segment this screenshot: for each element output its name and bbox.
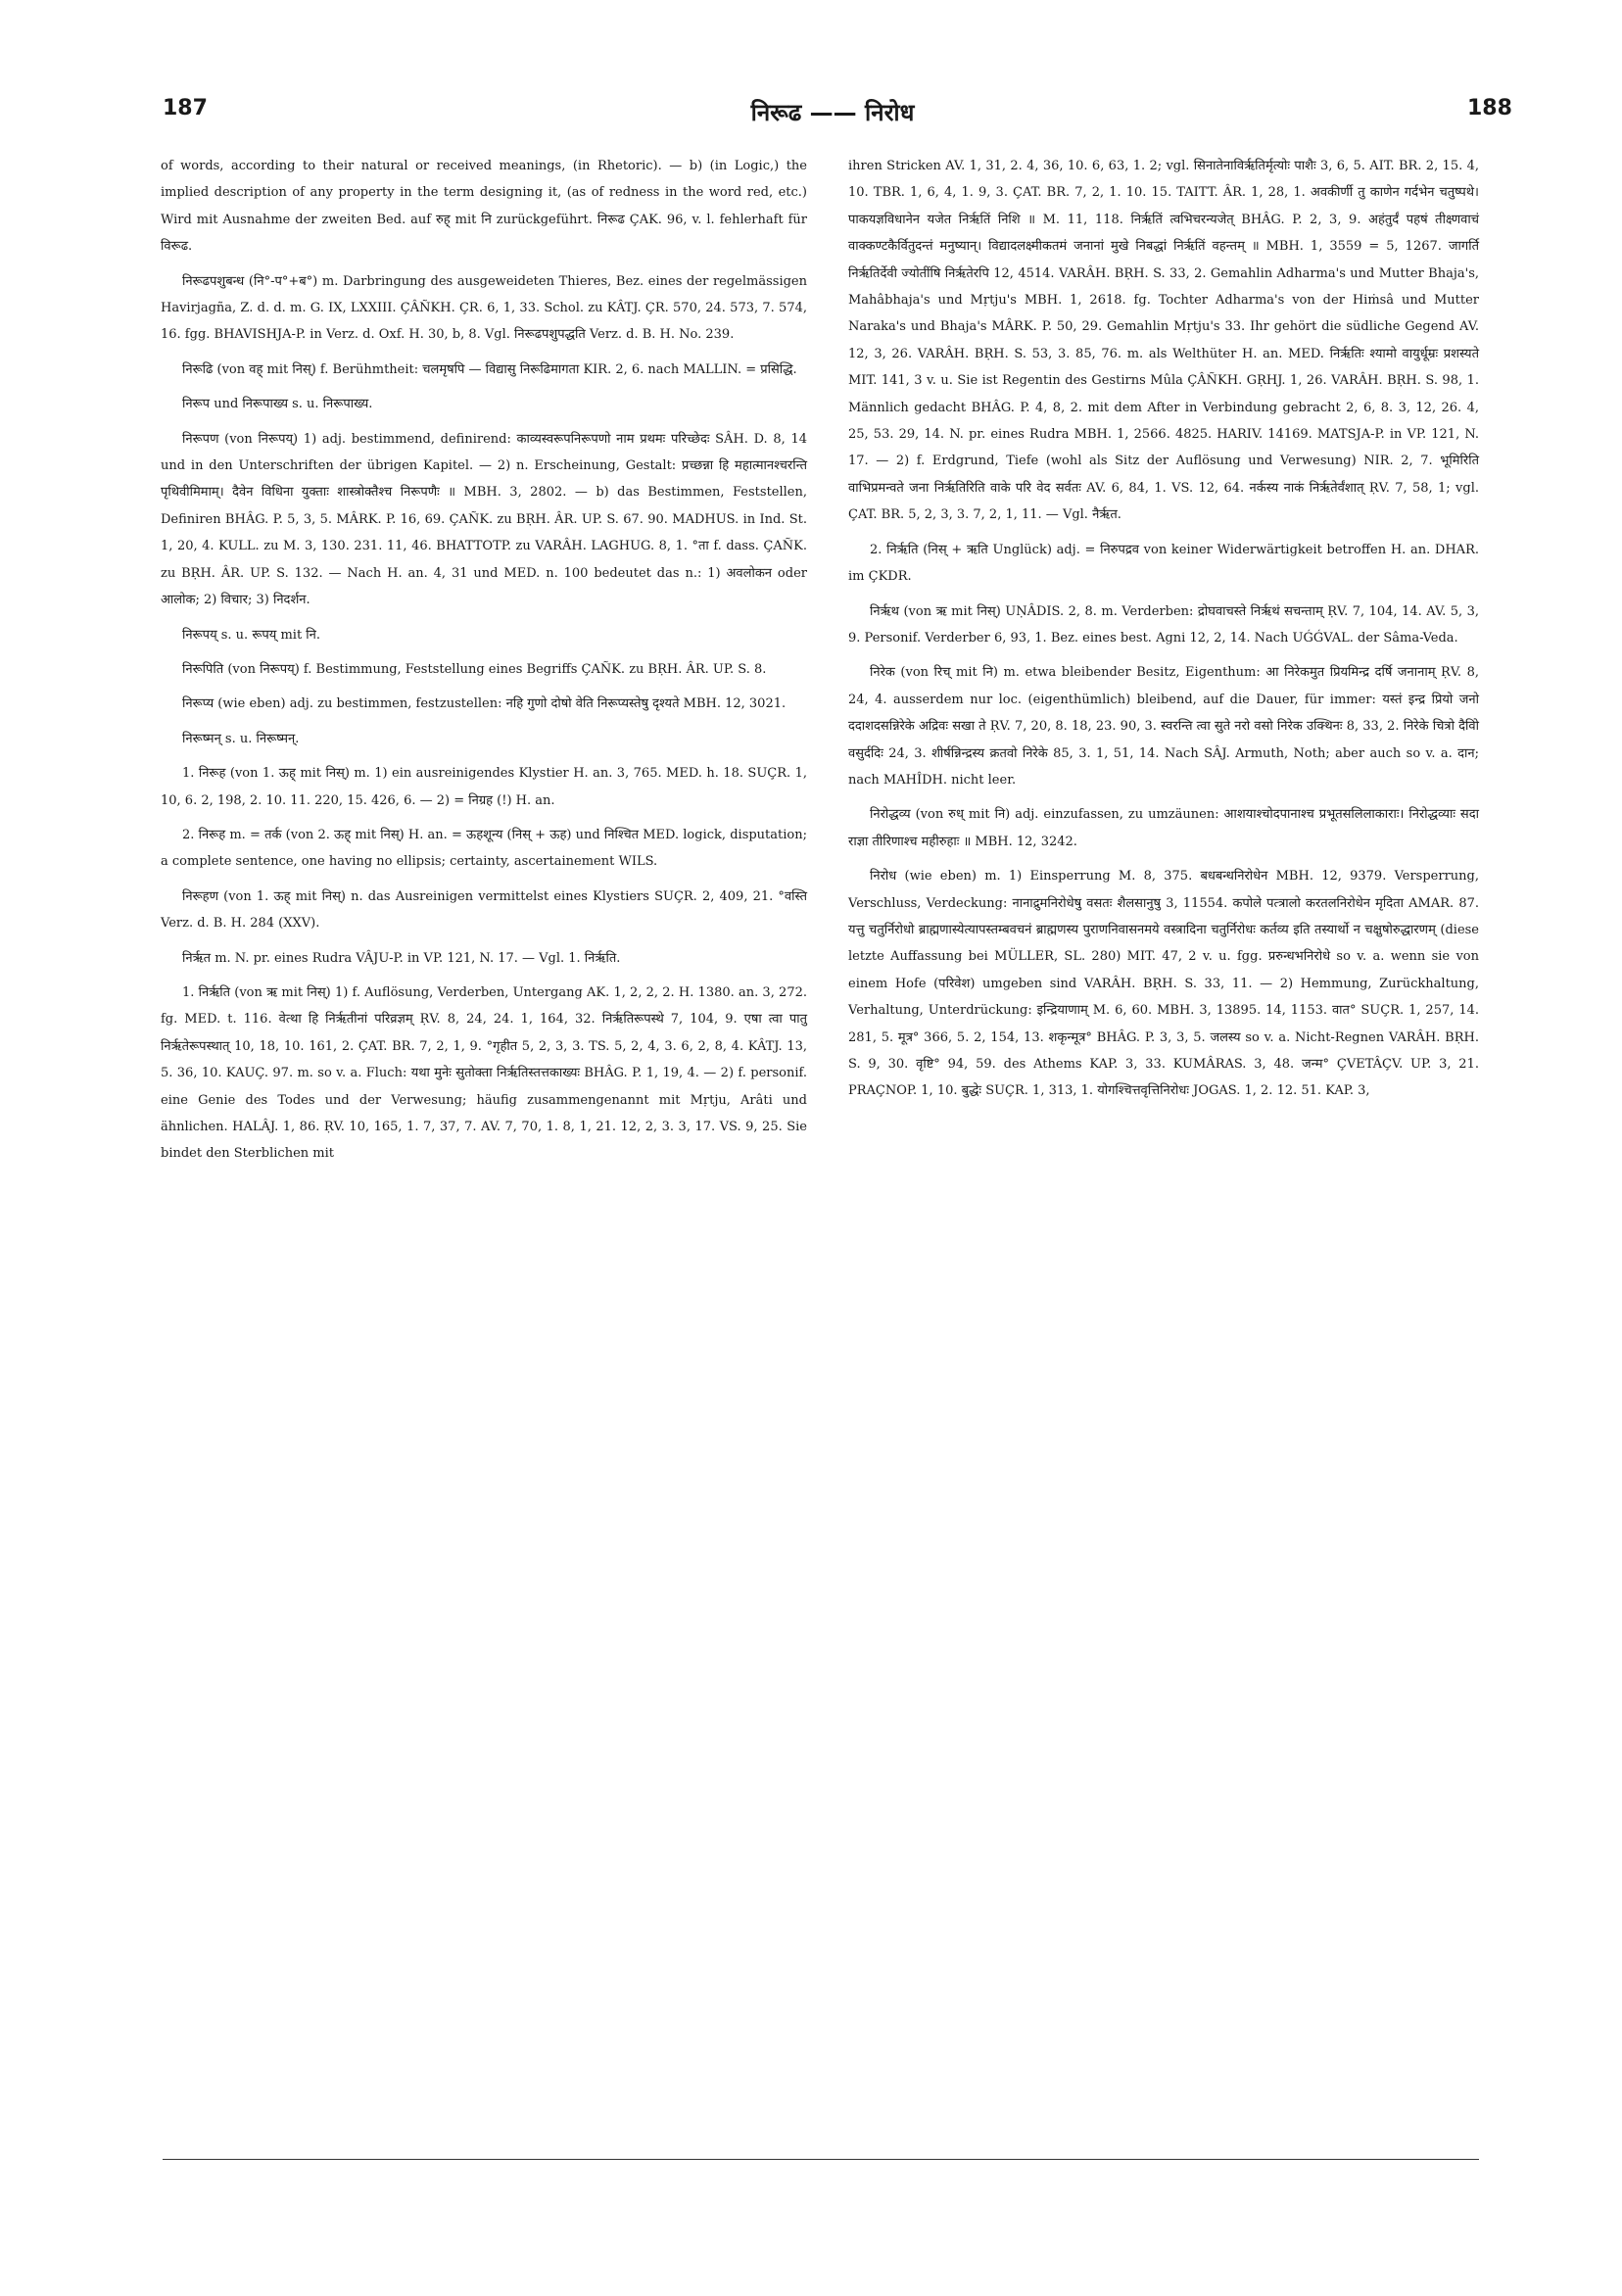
entry-text: निरूहण (von 1. ऊह् mit निस्) n. das Ausreinigen vermittelst eines Klystiers SUÇR. 2, 409, 21. °वस्ति Verz. d. B. H. 284 (XXV).	[161, 888, 807, 932]
page-number-left: 187	[163, 96, 208, 120]
running-header-title: निरूढ —— निरोध	[750, 99, 915, 126]
entry-text: निरूढपशुबन्ध (नि°-प°+ब°) m. Darbringung des ausgeweideten Thieres, Bez. eines der regelmässigen Havirjagña, Z. d. d. m. G. IX, LXXIII. ÇÂÑKH. ÇR. 6, 1, 33. Schol. zu KÂTJ. ÇR. 570, 24. 573, 7. 574, 16. fgg. BHAVISHJA-P. in Verz. d. Oxf. H. 30, b, 8. Vgl. निरूढपशुपद्धति Verz. d. B. H. No. 239.	[161, 273, 807, 343]
footer-rule	[163, 2159, 1479, 2160]
entry-text: 1. निर्ऋति (von ऋ mit निस्) 1) f. Auflösung, Verderben, Untergang AK. 1, 2, 2, 2. H. 1380. an. 3, 272. fg. MED. t. 116. वेत्था हि निर्ऋतीनां परिव्रज्ञम् ṚV. 8, 24, 24. 1, 164, 32. निर्ऋतिरूपस्थे 7, 104, 9. एषा त्वा पातु निर्ऋतेरूपस्थात् 10, 18, 10. 161, 2. ÇAT. BR. 7, 2, 1, 9. °गृहीत 5, 2, 3, 3. TS. 5, 2, 4, 3. 6, 2, 8, 4. KÂTJ. 13, 5. 36, 10. KAUÇ. 97. m. so v. a. Fluch: यथा मुनेः सुतोक्ता निर्ऋतिस्तत्तकाख्यः BHÂG. P. 1, 19, 4. — 2) f. personif. eine Genie des Todes und der Verwesung; häufig zusammengenannt mit Mṛtju, Arâti und ähnlichen. HALÂJ. 1, 86. ṚV. 10, 165, 1. 7, 37, 7. AV. 7, 70, 1. 8, 1, 21. 12, 2, 3. 3, 17. VS. 9, 25. Sie bindet den Sterblichen mit	[161, 984, 807, 1162]
entry-text: निर्ऋत m. N. pr. eines Rudra VÂJU-P. in VP. 121, N. 17. — Vgl. 1. निर्ऋति.	[182, 950, 621, 966]
left-column	[161, 153, 807, 1175]
entry-text: निर्ऋथ (von ऋ mit निस्) UṆÂDIS. 2, 8. m. Verderben: द्रोघवाचस्ते निर्ऋथं सचन्ताम् ṚV. 7, 104, 14. AV. 5, 3, 9. Personif. Verderber 6, 93, 1. Bez. eines best. Agni 12, 2, 14. Nach UǴǴVAL. der Sâma-Veda.	[848, 603, 1479, 646]
entry-text: निरोध (wie eben) m. 1) Einsperrung M. 8, 375. बधबन्धनिरोधेन MBH. 12, 9379. Versperrung, Verschluss, Verdeckung: नानाद्रुमनिरोधेषु वसतः शैलसानुषु 3, 11554. कपोले पत्त्रालो करतलनिरोधेन मृदिता AMAR. 87. यत्तु चतुर्निरोधो ब्राह्मणास्येत्यापस्तम्बवचनं ब्राह्मणस्य पुराणनिवासनमये वस्त्रादिना चतुर्निरोधः कर्तव्य इति तस्यार्थो न चक्षुषोरुद्धारणम् (diese letzte Auffassung bei MÜLLER, SL. 280) MIT. 47, 2 v. u. fgg. प्ररुन्धभनिरोधे so v. a. wenn sie von einem Hofe (परिवेश) umgeben sind VARÂH. BṚH. S. 33, 11. — 2) Hemmung, Zurückhaltung, Verhaltung, Unterdrückung: इन्द्रियाणाम् M. 6, 60. MBH. 3, 13895. 14, 1153. वात° SUÇR. 1, 257, 14. 281, 5. मूत्र° 366, 5. 2, 154, 13. शकृन्मूत्र° BHÂG. P. 3, 3, 5. जलस्य so v. a. Nicht-Regnen VARÂH. BṚH. S. 9, 30. वृष्टि° 94, 59. des Athems KAP. 3, 33. KUMÂRAS. 3, 48. जन्म° ÇVETÂÇV. UP. 3, 21. PRAÇNOP. 1, 10. बुद्धेः SUÇR. 1, 313, 1. योगश्चित्तवृत्तिनिरोधः JOGAS. 1, 2. 12. 51. KAP. 3,	[848, 869, 1479, 1099]
entry-text: 1. निरूह (von 1. ऊह् mit निस्) m. 1) ein ausreinigendes Klystier H. an. 3, 765. MED. h. 18. SUÇR. 1, 10, 6. 2, 198, 2. 10. 11. 220, 15. 426, 6. — 2) = निग्रह (!) H. an.	[161, 766, 807, 808]
entry-text: निरोद्धव्य (von रुध् mit नि) adj. einzufassen, zu umzäunen: आशयाश्चोदपानाश्च प्रभूतसलिलाकाराः। निरोद्धव्याः सदा राज्ञा तीरिणाश्च महीरुहाः ॥ MBH. 12, 3242.	[848, 807, 1479, 849]
page-number-right: 188	[1467, 96, 1512, 120]
entry-text: निरूष्मन् s. u. निरूष्मन्.	[182, 731, 300, 746]
entry-text: निरूपिति (von निरूपय्) f. Bestimmung, Feststellung eines Begriffs ÇAÑK. zu BṚH. ÂR. UP. S. 8.	[182, 661, 767, 677]
entry-text: of words, according to their natural or received meanings, (in Rhetoric). — b) (in Logic,) the implied description of any property in the term designing it, (as of redness in the word red, etc.) Wird mit Ausnahme der zweiten Bed. auf रुह् mit नि zurückgeführt. निरूढ ÇAK. 96, v. l. fehlerhaft für विरूढ.	[161, 159, 807, 255]
entry-text: निरूप्य (wie eben) adj. zu bestimmen, festzustellen: नहि गुणो दोषो वेति निरूप्यस्तेषु दृश्यते MBH. 12, 3021.	[182, 696, 787, 712]
right-column	[848, 153, 1479, 1113]
entry-text: 2. निर्ऋति (निस् + ऋति Unglück) adj. = निरुपद्रव von keiner Widerwärtigkeit betroffen H. an. DHAR. im ÇKDR.	[848, 542, 1479, 585]
entry-text: निरूपय् s. u. रूपय् mit नि.	[182, 627, 321, 643]
entry-text: निरूपण (von निरूपय्) 1) adj. bestimmend, definirend: काव्यस्वरूपनिरूपणो नाम प्रथमः परिच्छेदः SÂH. D. 8, 14 und in den Unterschriften der übrigen Kapitel. — 2) n. Erscheinung, Gestalt: प्रच्छन्ना हि महात्मानश्चरन्ति पृथिवीमिमाम्। दैवेन विधिना युक्ताः शास्त्रोक्तैश्च निरूपणैः ॥ MBH. 3, 2802. — b) das Bestimmen, Feststellen, Definiren BHÂG. P. 5, 3, 5. MÂRK. P. 16, 69. ÇAÑK. zu BṚH. ÂR. UP. S. 67. 90. MADHUS. in Ind. St. 1, 20, 4. KULL. zu M. 3, 130. 231. 11, 46. BHATTOTP. zu VARÂH. LAGHUG. 8, 1. °ता f. dass. ÇAÑK. zu BṚH. ÂR. UP. S. 132. — Nach H. an. 4, 31 und MED. n. 100 bedeutet das n.: 1) अवलोकन oder आलोक; 2) विचार; 3) निदर्शन.	[161, 431, 807, 608]
entry-text: ihren Stricken AV. 1, 31, 2. 4, 36, 10. 6, 63, 1. 2; vgl. सिनातेनाविर्ऋतिर्मृत्योः पाशैः 3, 6, 5. AIT. BR. 2, 15. 4, 10. TBR. 1, 6, 4, 1. 9, 3. ÇAT. BR. 7, 2, 1. 10. 15. TAITT. ÂR. 1, 28, 1. अवकीर्णी तु काणेन गर्दभेन चतुष्पथे। पाकयज्ञविधानेन यजेत निर्ऋतिं निशि ॥ M. 11, 118. निर्ऋतिं त्वभिचरन्यजेत् BHÂG. P. 2, 3, 9. अहंतुर्दं पहषं तीक्ष्णवाचं वाक्कण्टकैर्वितुदन्तं मनुष्यान्। विद्यादलक्ष्मीकतमं जनानां मुखे निबद्धां निर्ऋतिं वहन्तम् ॥ MBH. 1, 3559 = 5, 1267. जागर्ति निर्ऋतिर्देवी ज्योतींषि निर्ऋतेरपि 12, 4514. VARÂH. BṚH. S. 33, 2. Gemahlin Adharma's und Mutter Bhaja's, Mahâbhaja's und Mṛtju's MBH. 1, 2618. fg. Tochter Adharma's von der Hiṁsâ und Mutter Naraka's und Bhaja's MÂRK. P. 50, 29. Gemahlin Mṛtju's 33. Ihr gehört die südliche Gegend AV. 12, 3, 26. VARÂH. BṚH. S. 53, 3. 85, 76. m. als Welthüter H. an. MED. निर्ऋतिः श्यामो वायुर्धूम्रः प्रशस्यते MIT. 141, 3 v. u. Sie ist Regentin des Gestirns Mûla ÇÂÑKH. GṚHJ. 1, 26. VARÂH. BṚH. S. 98, 1. Männlich gedacht BHÂG. P. 4, 8, 2. mit dem After in Verbindung gebracht 2, 6, 8. 3, 12, 26. 4, 25, 53. 29, 14. N. pr. eines Rudra MBH. 1, 2566. 4825. HARIV. 14169. MATSJA-P. in VP. 121, N. 17. — 2) f. Erdgrund, Tiefe (wohl als Sitz der Auflösung und Verwesung) NIR. 2, 7. भूमिरिति वाभिप्रमन्वते जना निर्ऋतिरिति वाके परि वेद सर्वतः AV. 6, 84, 1. VS. 12, 64. नर्कस्य नाकं निर्ऋतेर्वंशात् ṚV. 7, 58, 1; vgl. ÇAT. BR. 5, 2, 3, 3. 7, 2, 1, 11. — Vgl. नैर्ऋत.	[848, 159, 1479, 523]
entry-text: निरूप und निरूपाख्य s. u. निरूपाख्य.	[182, 397, 373, 412]
entry-text: निरेक (von रिच् mit नि) m. etwa bleibender Besitz, Eigenthum: आ निरेकमुत प्रियमिन्द्र दर्षि जनानाम् ṚV. 8, 24, 4. ausserdem nur loc. (eigenthümlich) bleibend, auf die Dauer, für immer: यस्तं इन्द्र प्रियो जनो ददाशदसन्निरेके अद्रिवः सखा ते ṚV. 7, 20, 8. 18, 23. 90, 3. स्वरन्ति त्वा सुते नरो वसो निरेक उक्थिनः 8, 33, 2. निरेके चित्रो दैविो वसुर्ददिः 24, 3. शीर्षन्निन्द्रस्य क्रतवो निरेके 85, 3. 1, 51, 14. Nach SÂJ. Armuth, Noth; aber auch so v. a. दान; nach MAHÎDH. nicht leer.	[848, 665, 1479, 788]
entry-text: 2. निरूह m. = तर्क (von 2. ऊह् mit निस्) H. an. = ऊहशून्य (निस् + ऊह) und निश्चित MED. logick, disputation; a complete sentence, one having no ellipsis; certainty, ascertainement WILS.	[161, 827, 807, 870]
entry-text: निरूढि (von वह् mit निस्) f. Berühmtheit: चलमृषपि — विद्यासु निरूढिमागता KIR. 2, 6. nach MALLIN. = प्रसिद्धि.	[182, 361, 797, 377]
